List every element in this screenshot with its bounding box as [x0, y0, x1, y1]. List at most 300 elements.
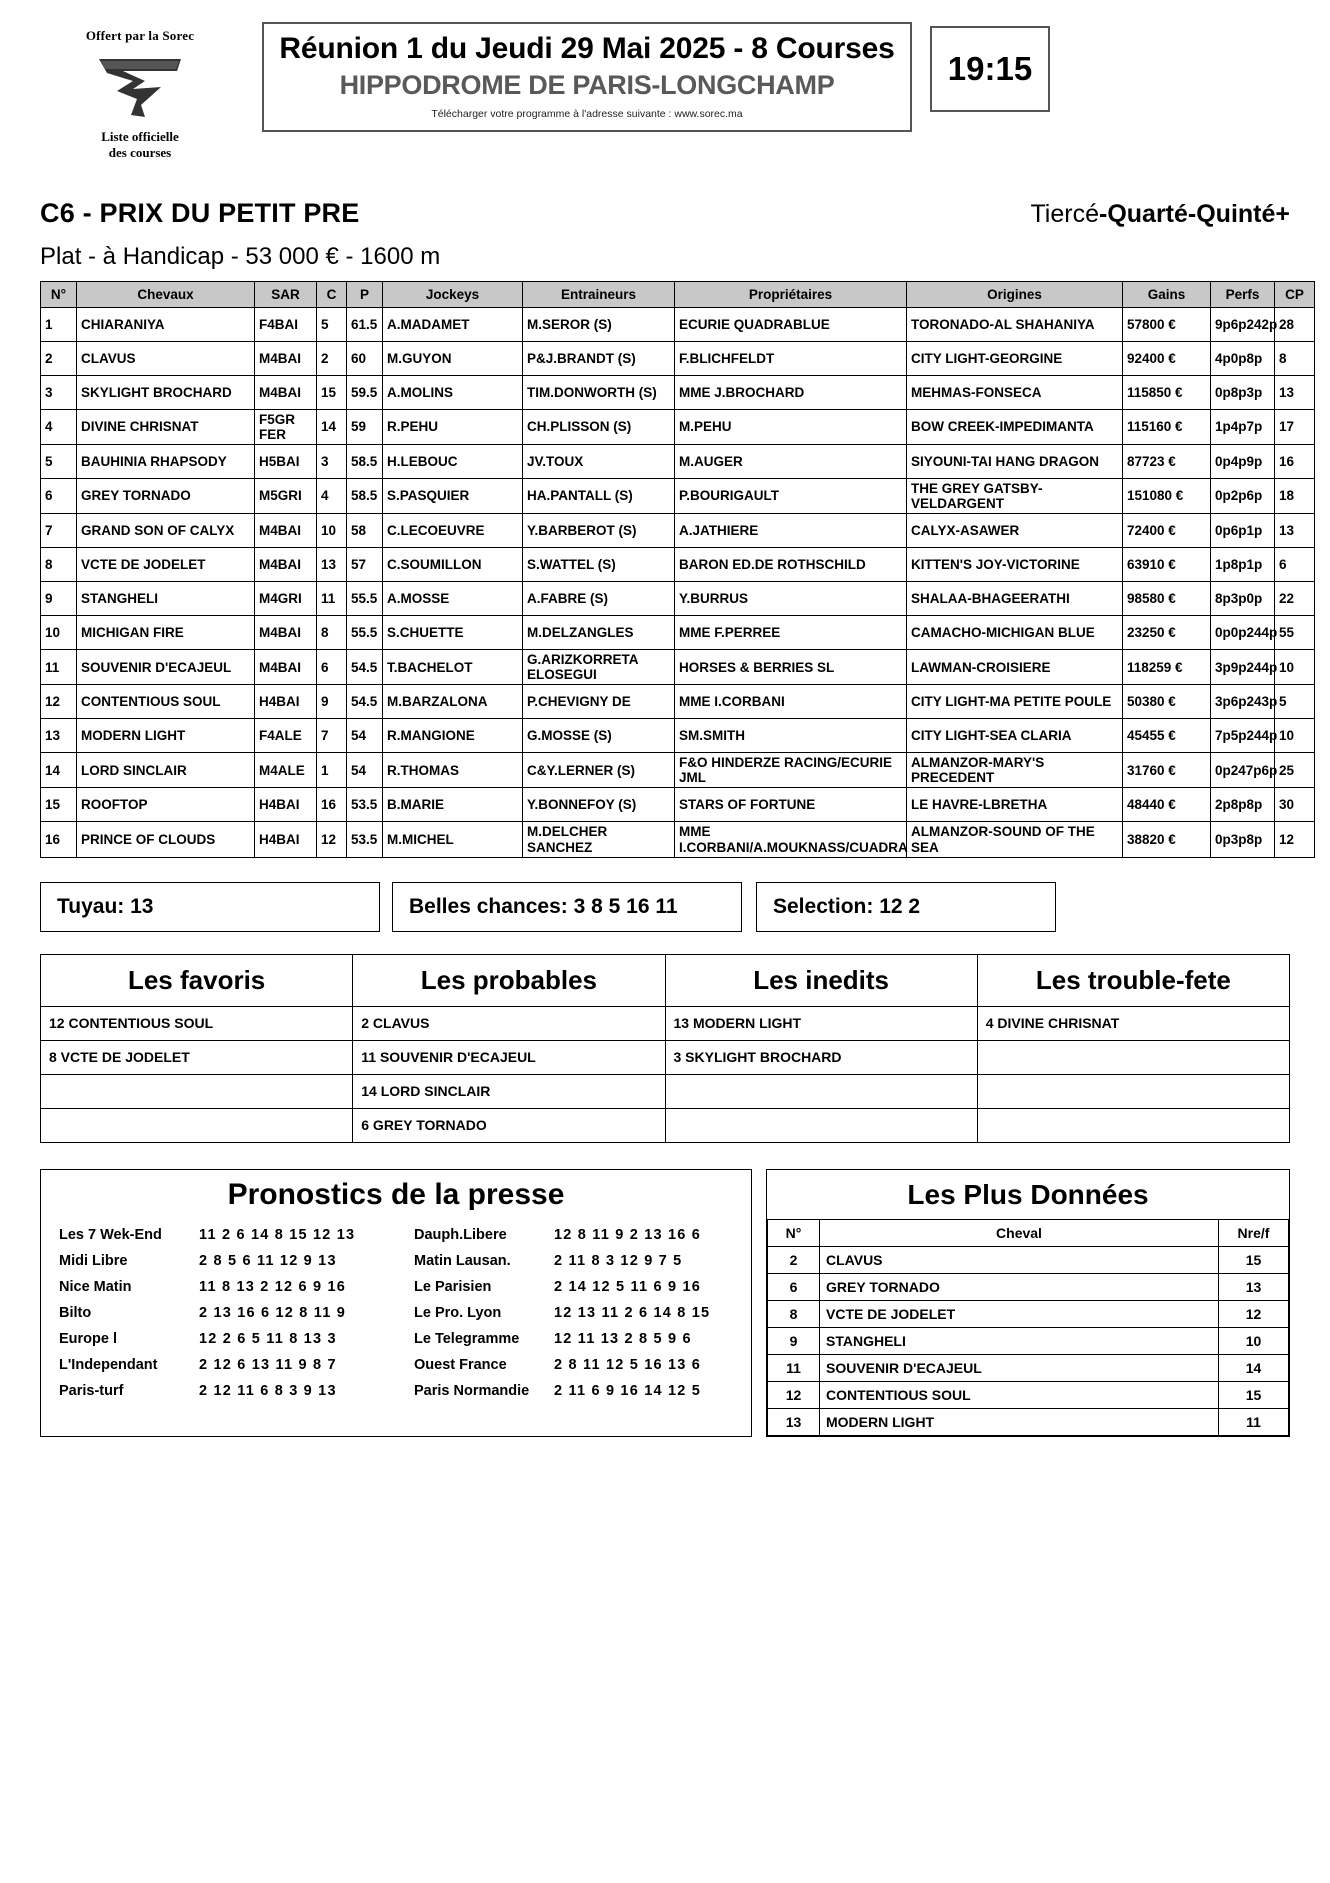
runner-origin: ALMANZOR-SOUND OF THE SEA	[907, 822, 1123, 857]
runner-draw: 4	[317, 478, 347, 513]
mg-col-number: N°	[768, 1219, 820, 1246]
runner-perfs: 7p5p244p	[1211, 719, 1275, 753]
table-row	[41, 444, 1315, 478]
most-given-header-row	[768, 1219, 1289, 1246]
runner-perfs: 0p4p9p	[1211, 444, 1275, 478]
tuyau-box	[40, 882, 380, 932]
press-source-numbers: 2 11 6 9 16 14 12 5	[554, 1382, 701, 1399]
press-source-name: Le Telegramme	[414, 1330, 520, 1347]
runner-horse: PRINCE OF CLOUDS	[77, 822, 255, 857]
runner-weight: 60	[347, 341, 383, 375]
mg-number: 8	[768, 1300, 820, 1327]
runner-number: 6	[41, 478, 77, 513]
runner-jockey: R.PEHU	[383, 409, 523, 444]
table-row	[41, 514, 1315, 548]
press-source-numbers: 2 8 11 12 5 16 13 6	[554, 1356, 701, 1373]
table-row	[768, 1354, 1289, 1381]
press-source-name: Les 7 Wek-End	[59, 1226, 162, 1243]
mg-number: 11	[768, 1354, 820, 1381]
col-owners: Propriétaires	[675, 281, 907, 307]
table-row	[41, 1006, 1290, 1040]
belles-chances-box	[392, 882, 742, 932]
runner-number: 10	[41, 616, 77, 650]
col-horses: Chevaux	[77, 281, 255, 307]
runner-cp: 55	[1275, 616, 1315, 650]
race-conditions: Plat - à Handicap - 53 000 € - 1600 m	[40, 242, 441, 270]
runner-cp: 17	[1275, 409, 1315, 444]
runner-trainer: S.WATTEL (S)	[523, 548, 675, 582]
most-given-table	[767, 1219, 1289, 1436]
col-jockeys: Jockeys	[383, 281, 523, 307]
race-header	[0, 162, 1330, 229]
bottom-section	[40, 1169, 1290, 1437]
categories-table	[40, 954, 1290, 1143]
runner-gains: 92400 €	[1123, 341, 1211, 375]
table-row	[768, 1246, 1289, 1273]
runner-gains: 38820 €	[1123, 822, 1211, 857]
runner-sar: F4ALE	[255, 719, 317, 753]
runner-weight: 58	[347, 514, 383, 548]
runner-owner: BARON ED.DE ROTHSCHILD	[675, 548, 907, 582]
mg-nref: 10	[1219, 1327, 1289, 1354]
runner-origin: ALMANZOR-MARY'S PRECEDENT	[907, 753, 1123, 788]
runner-jockey: T.BACHELOT	[383, 650, 523, 685]
runner-cp: 10	[1275, 719, 1315, 753]
runner-perfs: 0p247p6p	[1211, 753, 1275, 788]
press-source-name: Europe l	[59, 1330, 118, 1347]
mg-horse: CLAVUS	[820, 1246, 1219, 1273]
press-prediction-row	[414, 1378, 745, 1404]
table-row	[768, 1300, 1289, 1327]
runner-horse: GREY TORNADO	[77, 478, 255, 513]
table-row	[768, 1408, 1289, 1435]
runner-trainer: A.FABRE (S)	[523, 582, 675, 616]
selection-value: 12 2	[879, 894, 921, 918]
runner-number: 13	[41, 719, 77, 753]
runner-gains: 50380 €	[1123, 685, 1211, 719]
press-source-name: L'Independant	[59, 1356, 158, 1373]
runner-trainer: G.MOSSE (S)	[523, 719, 675, 753]
runner-cp: 22	[1275, 582, 1315, 616]
press-source-numbers: 2 13 16 6 12 8 11 9	[199, 1304, 346, 1321]
runner-cp: 6	[1275, 548, 1315, 582]
table-row	[768, 1327, 1289, 1354]
logo-caption-top: Offert par la Sorec	[85, 28, 195, 43]
runner-origin: CAMACHO-MICHIGAN BLUE	[907, 616, 1123, 650]
runner-sar: M4GRI	[255, 582, 317, 616]
runner-horse: DIVINE CHRISNAT	[77, 409, 255, 444]
table-row	[41, 1074, 1290, 1108]
press-prediction-row	[414, 1326, 745, 1352]
runner-number: 7	[41, 514, 77, 548]
runner-number: 9	[41, 582, 77, 616]
press-source-numbers: 11 2 6 14 8 15 12 13	[199, 1226, 356, 1243]
belles-chances-value: 3 8 5 16 11	[573, 894, 678, 918]
runner-trainer: Y.BONNEFOY (S)	[523, 788, 675, 822]
runner-horse: CHIARANIYA	[77, 307, 255, 341]
table-row	[41, 753, 1315, 788]
runner-sar: M4BAI	[255, 616, 317, 650]
runner-draw: 15	[317, 375, 347, 409]
runner-number: 1	[41, 307, 77, 341]
col-gains: Gains	[1123, 281, 1211, 307]
runner-number: 5	[41, 444, 77, 478]
runner-origin: CALYX-ASAWER	[907, 514, 1123, 548]
runner-jockey: C.SOUMILLON	[383, 548, 523, 582]
runner-origin: TORONADO-AL SHAHANIYA	[907, 307, 1123, 341]
mg-horse: GREY TORNADO	[820, 1273, 1219, 1300]
runner-weight: 54	[347, 753, 383, 788]
runner-jockey: B.MARIE	[383, 788, 523, 822]
runner-draw: 7	[317, 719, 347, 753]
press-source-numbers: 12 13 11 2 6 14 8 15	[554, 1304, 711, 1321]
runner-origin: SHALAA-BHAGEERATHI	[907, 582, 1123, 616]
col-trainers: Entraineurs	[523, 281, 675, 307]
press-source-numbers: 11 8 13 2 12 6 9 16	[199, 1278, 346, 1295]
race-title: C6 - PRIX DU PETIT PRE	[40, 197, 360, 228]
category-cell: 12 CONTENTIOUS SOUL	[41, 1006, 353, 1040]
col-perfs: Perfs	[1211, 281, 1275, 307]
runner-horse: CLAVUS	[77, 341, 255, 375]
runner-cp: 12	[1275, 822, 1315, 857]
runner-gains: 31760 €	[1123, 753, 1211, 788]
tips-bar	[40, 882, 1290, 932]
runner-horse: BAUHINIA RHAPSODY	[77, 444, 255, 478]
runner-draw: 10	[317, 514, 347, 548]
table-row	[41, 1040, 1290, 1074]
category-cell: 14 LORD SINCLAIR	[353, 1074, 665, 1108]
runner-horse: MICHIGAN FIRE	[77, 616, 255, 650]
runner-owner: STARS OF FORTUNE	[675, 788, 907, 822]
selection-label: Selection:	[773, 894, 874, 918]
mg-horse: STANGHELI	[820, 1327, 1219, 1354]
runner-sar: M5GRI	[255, 478, 317, 513]
runner-perfs: 0p8p3p	[1211, 375, 1275, 409]
runner-horse: SKYLIGHT BROCHARD	[77, 375, 255, 409]
press-source-name: Le Pro. Lyon	[414, 1304, 502, 1321]
table-row	[41, 582, 1315, 616]
runner-trainer: M.DELCHER SANCHEZ	[523, 822, 675, 857]
runner-draw: 8	[317, 616, 347, 650]
category-cell: 8 VCTE DE JODELET	[41, 1040, 353, 1074]
runner-number: 14	[41, 753, 77, 788]
runner-perfs: 3p9p244p	[1211, 650, 1275, 685]
runner-sar: M4BAI	[255, 650, 317, 685]
press-source-numbers: 2 12 6 13 11 9 8 7	[199, 1356, 337, 1373]
mg-number: 2	[768, 1246, 820, 1273]
runner-weight: 53.5	[347, 788, 383, 822]
category-cell	[41, 1108, 353, 1142]
most-given-title: Les Plus Données	[907, 1178, 1149, 1210]
press-source-name: Bilto	[59, 1304, 92, 1321]
runner-weight: 59	[347, 409, 383, 444]
mg-nref: 14	[1219, 1354, 1289, 1381]
runner-owner: F&O HINDERZE RACING/ECURIE JML	[675, 753, 907, 788]
mg-col-nref: Nre/f	[1219, 1219, 1289, 1246]
runner-cp: 10	[1275, 650, 1315, 685]
press-prediction-row	[59, 1378, 390, 1404]
mg-horse: MODERN LIGHT	[820, 1408, 1219, 1435]
runner-owner: MME F.PERREE	[675, 616, 907, 650]
runner-number: 15	[41, 788, 77, 822]
col-cp: CP	[1275, 281, 1315, 307]
runner-perfs: 1p8p1p	[1211, 548, 1275, 582]
press-prediction-row	[414, 1248, 745, 1274]
runner-jockey: M.MICHEL	[383, 822, 523, 857]
runner-weight: 58.5	[347, 478, 383, 513]
runner-gains: 23250 €	[1123, 616, 1211, 650]
runner-origin: CITY LIGHT-MA PETITE POULE	[907, 685, 1123, 719]
cat-header-trouble-fete: Les trouble-fete	[977, 954, 1289, 1006]
runner-number: 3	[41, 375, 77, 409]
table-row	[768, 1381, 1289, 1408]
runner-jockey: R.THOMAS	[383, 753, 523, 788]
runner-jockey: S.PASQUIER	[383, 478, 523, 513]
runner-jockey: H.LEBOUC	[383, 444, 523, 478]
runner-cp: 13	[1275, 514, 1315, 548]
runners-header-row	[41, 281, 1315, 307]
mg-number: 13	[768, 1408, 820, 1435]
selection-box	[756, 882, 1056, 932]
runner-owner: A.JATHIERE	[675, 514, 907, 548]
table-row	[41, 719, 1315, 753]
runner-sar: H4BAI	[255, 788, 317, 822]
runner-trainer: Y.BARBEROT (S)	[523, 514, 675, 548]
press-source-name: Paris-turf	[59, 1382, 124, 1399]
press-prediction-row	[59, 1326, 390, 1352]
runner-jockey: A.MOLINS	[383, 375, 523, 409]
runner-trainer: P.CHEVIGNY DE	[523, 685, 675, 719]
mg-nref: 11	[1219, 1408, 1289, 1435]
mg-number: 12	[768, 1381, 820, 1408]
col-origins: Origines	[907, 281, 1123, 307]
runner-draw: 3	[317, 444, 347, 478]
runner-trainer: M.DELZANGLES	[523, 616, 675, 650]
category-cell: 11 SOUVENIR D'ECAJEUL	[353, 1040, 665, 1074]
runner-horse: GRAND SON OF CALYX	[77, 514, 255, 548]
page-header	[0, 0, 1330, 162]
runner-gains: 63910 €	[1123, 548, 1211, 582]
cat-header-inedits: Les inedits	[665, 954, 977, 1006]
runner-sar: H5BAI	[255, 444, 317, 478]
runner-owner: F.BLICHFELDT	[675, 341, 907, 375]
mg-nref: 15	[1219, 1381, 1289, 1408]
runner-origin: SIYOUNI-TAI HANG DRAGON	[907, 444, 1123, 478]
race-time: 19:15	[930, 26, 1050, 112]
runner-origin: KITTEN'S JOY-VICTORINE	[907, 548, 1123, 582]
runner-gains: 115850 €	[1123, 375, 1211, 409]
mg-number: 6	[768, 1273, 820, 1300]
runner-weight: 54.5	[347, 650, 383, 685]
col-c: C	[317, 281, 347, 307]
table-row	[41, 685, 1315, 719]
col-p: P	[347, 281, 383, 307]
runner-horse: STANGHELI	[77, 582, 255, 616]
runner-perfs: 8p3p0p	[1211, 582, 1275, 616]
runner-horse: LORD SINCLAIR	[77, 753, 255, 788]
runner-gains: 48440 €	[1123, 788, 1211, 822]
runner-draw: 14	[317, 409, 347, 444]
tuyau-label: Tuyau:	[57, 894, 125, 918]
meeting-title-box	[262, 22, 912, 132]
press-source-name: Paris Normandie	[414, 1382, 530, 1399]
runner-owner: MME I.CORBANI	[675, 685, 907, 719]
table-row	[41, 341, 1315, 375]
category-cell: 4 DIVINE CHRISNAT	[977, 1006, 1289, 1040]
runner-draw: 11	[317, 582, 347, 616]
runner-owner: M.AUGER	[675, 444, 907, 478]
runner-origin: CITY LIGHT-GEORGINE	[907, 341, 1123, 375]
runner-origin: LAWMAN-CROISIERE	[907, 650, 1123, 685]
press-source-numbers: 2 12 11 6 8 3 9 13	[199, 1382, 337, 1399]
runner-cp: 5	[1275, 685, 1315, 719]
runner-owner: ECURIE QUADRABLUE	[675, 307, 907, 341]
most-given-panel	[766, 1169, 1290, 1437]
runner-perfs: 2p8p8p	[1211, 788, 1275, 822]
runner-origin: LE HAVRE-LBRETHA	[907, 788, 1123, 822]
runner-sar: F4BAI	[255, 307, 317, 341]
table-row	[41, 307, 1315, 341]
runner-draw: 5	[317, 307, 347, 341]
runner-jockey: C.LECOEUVRE	[383, 514, 523, 548]
meeting-title: Réunion 1 du Jeudi 29 Mai 2025 - 8 Courses	[279, 32, 895, 65]
runner-jockey: A.MADAMET	[383, 307, 523, 341]
category-cell	[977, 1108, 1289, 1142]
runner-owner: M.PEHU	[675, 409, 907, 444]
cat-header-favoris: Les favoris	[41, 954, 353, 1006]
press-source-numbers: 12 11 13 2 8 5 9 6	[554, 1330, 692, 1347]
press-source-numbers: 12 2 6 5 11 8 13 3	[199, 1330, 337, 1347]
table-row	[41, 409, 1315, 444]
table-row	[41, 650, 1315, 685]
runner-cp: 8	[1275, 341, 1315, 375]
press-prediction-row	[59, 1248, 390, 1274]
runner-trainer: C&Y.LERNER (S)	[523, 753, 675, 788]
press-source-numbers: 2 11 8 3 12 9 7 5	[554, 1252, 683, 1269]
runner-horse: MODERN LIGHT	[77, 719, 255, 753]
category-cell	[41, 1074, 353, 1108]
sorec-logo	[40, 22, 240, 162]
runner-weight: 54	[347, 719, 383, 753]
runner-origin: BOW CREEK-IMPEDIMANTA	[907, 409, 1123, 444]
mg-horse: CONTENTIOUS SOUL	[820, 1381, 1219, 1408]
press-column-right	[396, 1222, 751, 1404]
runner-cp: 30	[1275, 788, 1315, 822]
runner-number: 8	[41, 548, 77, 582]
runner-owner: SM.SMITH	[675, 719, 907, 753]
runner-draw: 9	[317, 685, 347, 719]
runner-draw: 16	[317, 788, 347, 822]
runner-weight: 57	[347, 548, 383, 582]
table-row	[41, 822, 1315, 857]
col-number: N°	[41, 281, 77, 307]
tuyau-value: 13	[130, 894, 154, 918]
runner-owner: HORSES & BERRIES SL	[675, 650, 907, 685]
runner-weight: 54.5	[347, 685, 383, 719]
runner-sar: H4BAI	[255, 685, 317, 719]
logo-caption-line1: Liste officielle	[101, 129, 179, 144]
runner-gains: 115160 €	[1123, 409, 1211, 444]
runner-horse: VCTE DE JODELET	[77, 548, 255, 582]
runner-origin: THE GREY GATSBY-VELDARGENT	[907, 478, 1123, 513]
col-sar: SAR	[255, 281, 317, 307]
runner-perfs: 0p2p6p	[1211, 478, 1275, 513]
runner-draw: 6	[317, 650, 347, 685]
runner-number: 4	[41, 409, 77, 444]
runner-trainer: JV.TOUX	[523, 444, 675, 478]
category-cell: 13 MODERN LIGHT	[665, 1006, 977, 1040]
runner-draw: 13	[317, 548, 347, 582]
runner-horse: SOUVENIR D'ECAJEUL	[77, 650, 255, 685]
runner-weight: 53.5	[347, 822, 383, 857]
press-column-left	[41, 1222, 396, 1404]
mg-nref: 15	[1219, 1246, 1289, 1273]
runner-perfs: 4p0p8p	[1211, 341, 1275, 375]
runner-perfs: 0p6p1p	[1211, 514, 1275, 548]
runner-cp: 28	[1275, 307, 1315, 341]
runner-weight: 55.5	[347, 616, 383, 650]
press-source-name: Nice Matin	[59, 1278, 132, 1295]
runner-perfs: 3p6p243p	[1211, 685, 1275, 719]
runner-cp: 13	[1275, 375, 1315, 409]
press-prediction-row	[59, 1300, 390, 1326]
runner-perfs: 1p4p7p	[1211, 409, 1275, 444]
runner-trainer: CH.PLISSON (S)	[523, 409, 675, 444]
category-cell	[977, 1074, 1289, 1108]
mg-col-horse: Cheval	[820, 1219, 1219, 1246]
runner-jockey: S.CHUETTE	[383, 616, 523, 650]
mg-nref: 13	[1219, 1273, 1289, 1300]
runner-cp: 18	[1275, 478, 1315, 513]
runner-sar: M4BAI	[255, 375, 317, 409]
category-cell	[665, 1108, 977, 1142]
press-source-numbers: 2 14 12 5 11 6 9 16	[554, 1278, 701, 1295]
logo-caption-bottom	[40, 129, 240, 162]
runner-sar: M4ALE	[255, 753, 317, 788]
table-row	[41, 788, 1315, 822]
table-row	[768, 1273, 1289, 1300]
runner-sar: F5GR FER	[255, 409, 317, 444]
runner-draw: 12	[317, 822, 347, 857]
runner-jockey: A.MOSSE	[383, 582, 523, 616]
category-cell	[665, 1074, 977, 1108]
runner-number: 12	[41, 685, 77, 719]
runner-weight: 55.5	[347, 582, 383, 616]
press-prediction-row	[59, 1222, 390, 1248]
horse-logo-icon	[93, 47, 188, 122]
cat-header-probables: Les probables	[353, 954, 665, 1006]
categories-header-row	[41, 954, 1290, 1006]
runner-weight: 61.5	[347, 307, 383, 341]
runner-owner: MME I.CORBANI/A.MOUKNASS/CUADRA	[675, 822, 907, 857]
press-source-name: Matin Lausan.	[414, 1252, 511, 1269]
category-cell: 6 GREY TORNADO	[353, 1108, 665, 1142]
press-grid	[41, 1218, 751, 1418]
runner-number: 11	[41, 650, 77, 685]
bet-type-rest: -Quarté-Quinté+	[1099, 199, 1290, 228]
runner-perfs: 0p0p244p	[1211, 616, 1275, 650]
runner-origin: CITY LIGHT-SEA CLARIA	[907, 719, 1123, 753]
runner-number: 16	[41, 822, 77, 857]
runner-trainer: TIM.DONWORTH (S)	[523, 375, 675, 409]
table-row	[41, 375, 1315, 409]
racecourse-name: HIPPODROME DE PARIS-LONGCHAMP	[339, 70, 835, 100]
runner-origin: MEHMAS-FONSECA	[907, 375, 1123, 409]
runner-trainer: M.SEROR (S)	[523, 307, 675, 341]
mg-horse: SOUVENIR D'ECAJEUL	[820, 1354, 1219, 1381]
runner-draw: 2	[317, 341, 347, 375]
runner-jockey: R.MANGIONE	[383, 719, 523, 753]
